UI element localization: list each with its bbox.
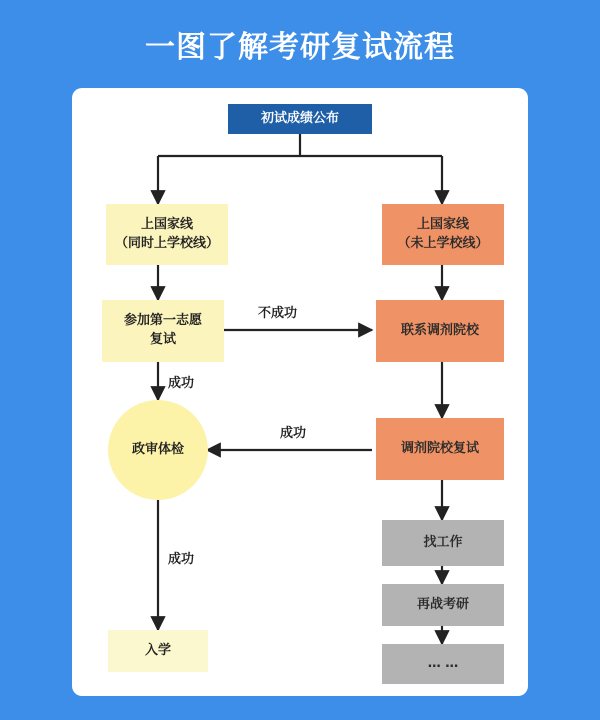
edge-label-success-2: 成功 (280, 426, 307, 441)
node-retake-exam-label: 再战考研 (416, 596, 469, 612)
node-find-job-label: 找工作 (423, 534, 463, 550)
edge-label-success-1: 成功 (168, 376, 195, 391)
node-right-branch[interactable] (382, 204, 504, 265)
node-left-branch-line2: （同时上学校线） (114, 235, 219, 251)
node-contact-transfer-label: 联系调剂院校 (400, 322, 479, 338)
node-find-job[interactable] (382, 520, 504, 566)
edge-label-success-3: 成功 (168, 552, 195, 567)
node-political-check[interactable] (108, 400, 208, 500)
node-transfer-interview[interactable] (376, 418, 504, 480)
node-first-choice-interview-line2: 复试 (149, 332, 176, 347)
node-right-branch-line2: （未上学校线） (397, 235, 489, 251)
node-transfer-interview-label: 调剂院校复试 (400, 440, 479, 456)
node-etc-label: … … (427, 655, 459, 671)
node-political-check-label: 政审体检 (131, 441, 184, 457)
node-right-branch-line1: 上国家线 (416, 216, 469, 232)
node-retake-exam[interactable] (382, 584, 504, 626)
page-title: 一图了解考研复试流程 (145, 30, 455, 65)
node-first-choice-interview-line1: 参加第一志愿 (123, 313, 202, 329)
node-enroll[interactable] (108, 630, 208, 672)
flowchart-canvas (72, 88, 528, 696)
node-first-choice-interview[interactable] (102, 300, 224, 362)
node-left-branch[interactable] (106, 204, 228, 265)
edge-label-fail: 不成功 (258, 306, 298, 321)
node-left-branch-line1: 上国家线 (140, 216, 193, 232)
node-start-label: 初试成绩公布 (260, 110, 339, 126)
node-enroll-label: 入学 (144, 642, 171, 658)
node-contact-transfer[interactable] (376, 300, 504, 362)
node-etc[interactable] (382, 644, 504, 684)
node-start[interactable] (228, 104, 372, 134)
